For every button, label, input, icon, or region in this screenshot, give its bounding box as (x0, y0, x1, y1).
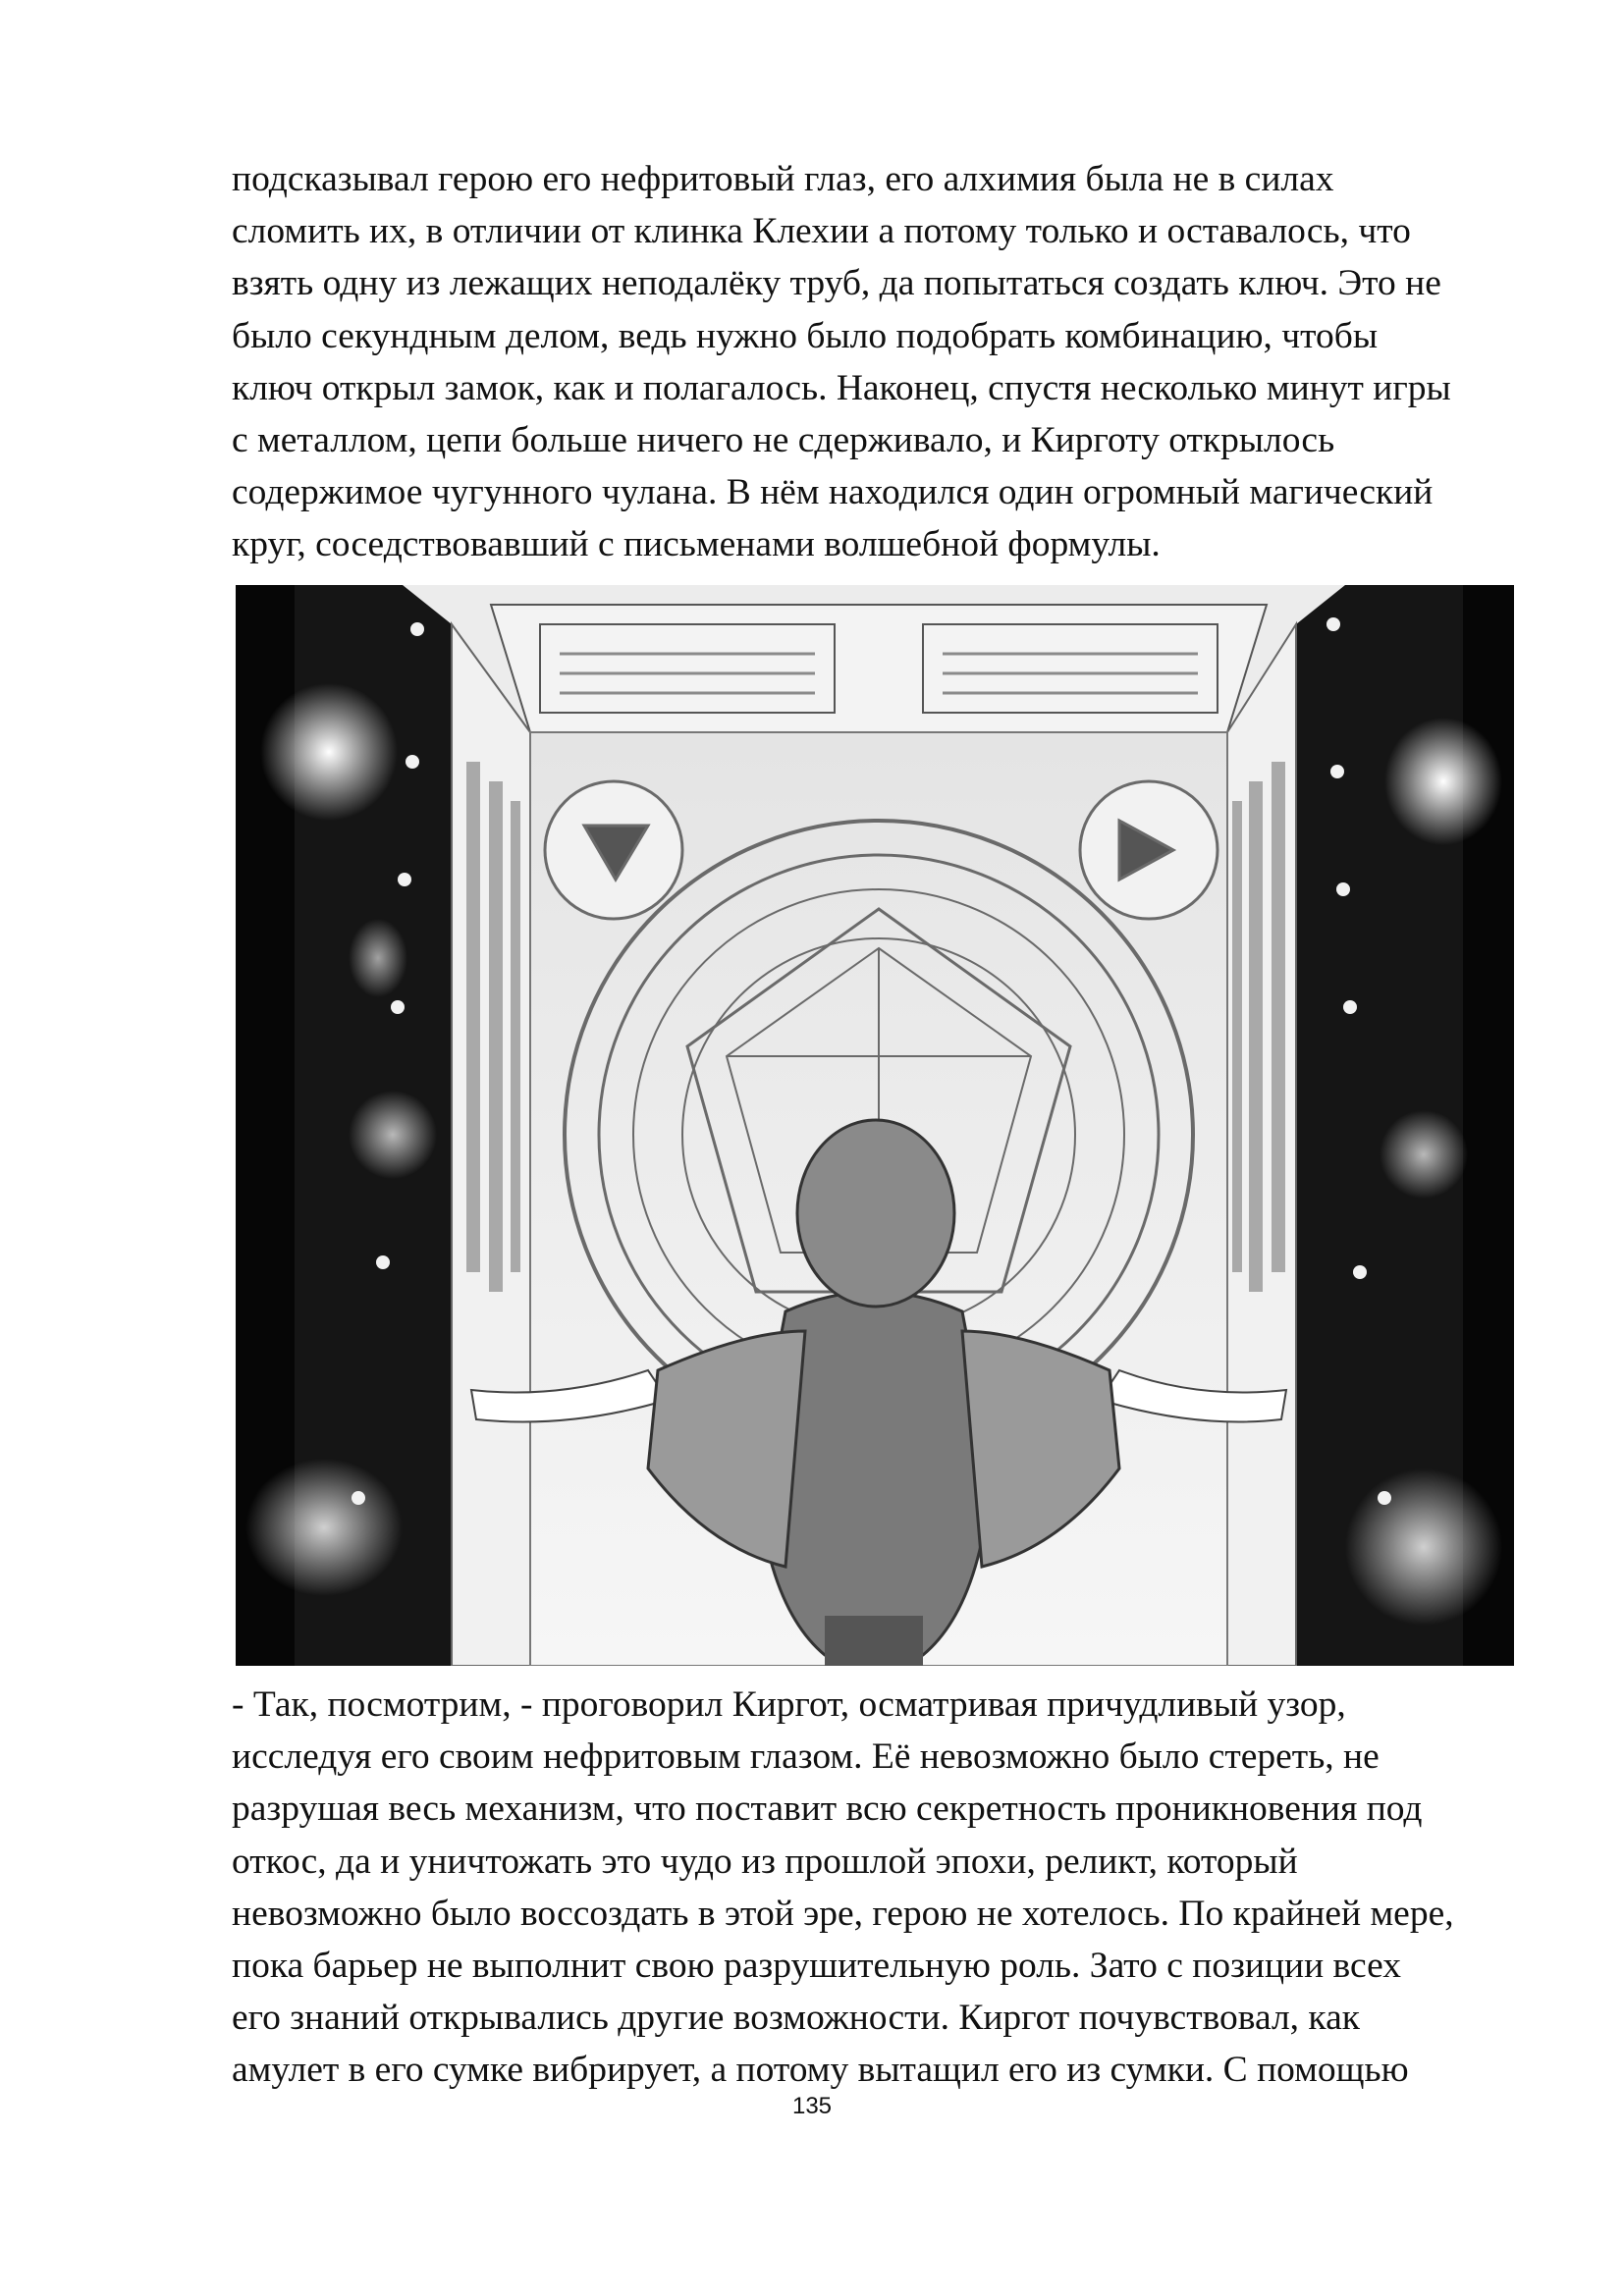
text-line: было секундным делом, ведь нужно было подобрать комбинацию, чтобы (232, 315, 1379, 356)
text-line: с металлом, цепи больше ничего не сдерживало, и Кирготу открылось (232, 419, 1335, 460)
text-line: его знаний открывались другие возможности. Киргот почувствовал, как (232, 1998, 1360, 2039)
text-line: подсказывал герою его нефритовый глаз, его алхимия была не в силах (232, 159, 1334, 199)
text-line: взять одну из лежащих неподалёку труб, да попытаться создать ключ. Это не (232, 263, 1441, 304)
paragraph-top (232, 153, 1459, 571)
text-line: исследуя его своим нефритовым глазом. Её невозможно было стереть, не (232, 1736, 1380, 1778)
page-number: 135 (791, 2093, 833, 2119)
ceiling-inscriptions (491, 605, 1267, 732)
text-line: - Так, посмотрим, - проговорил Киргот, осматривая причудливый узор, (232, 1684, 1346, 1725)
text-line: разрушая весь механизм, что поставит всю секретность проникновения под (232, 1789, 1423, 1830)
text-line: содержимое чугунного чулана. В нём находился один огромный магический (232, 472, 1434, 513)
text-line: откос, да и уничтожать это чудо из прошлой эпохи, реликт, который (232, 1841, 1298, 1882)
side-wall-left (452, 624, 530, 1666)
text-line: ключ открыл замок, как и полагалось. Наконец, спустя несколько минут игры (232, 367, 1451, 408)
text-line: амулет в его сумке вибрирует, а потому вытащил его из сумки. С помощью (232, 2050, 1409, 2091)
magic-circle-illustration (236, 585, 1514, 1666)
text-line: круг, соседствовавший с письменами волшебной формулы. (232, 524, 1161, 565)
text-line: невозможно было воссоздать в этой эре, герою не хотелось. По крайней мере, (232, 1893, 1454, 1934)
right-door (1296, 585, 1514, 1666)
text-line: пока барьер не выполнит свою разрушительную роль. Зато с позиции всех (232, 1945, 1402, 1986)
text-line: сломить их, в отличии от клинка Клехии а потому только и оставалось, что (232, 211, 1411, 252)
left-door (236, 585, 452, 1666)
paragraph-bottom (232, 1679, 1459, 2097)
manga-illustration (236, 585, 1514, 1666)
side-wall-right (1227, 624, 1296, 1666)
